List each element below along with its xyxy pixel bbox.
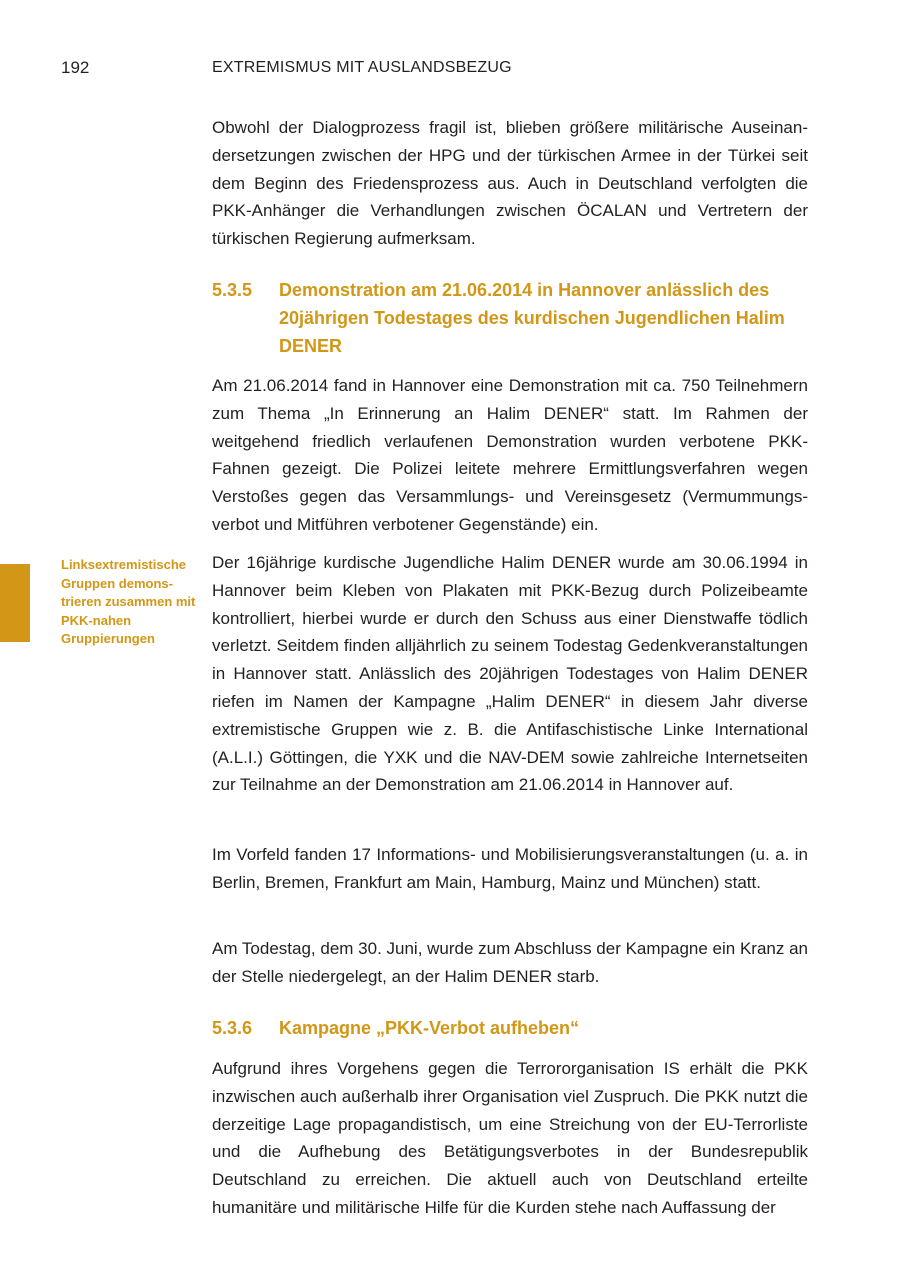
body-section-mobilization: [212, 841, 808, 897]
section-number: 5.3.6: [212, 1018, 253, 1038]
paragraph-demonstration: Am 21.06.2014 fand in Hannover eine Demonstration mit ca. 750 Teilnehmern zum Thema „In Erinnerung an Halim DENER“ statt. Im Rahmen der weitgehend friedlich verlaufenen Demonstration wurden verbotene PKK-Fahnen gezeigt. Die Polizei leitete mehrere Ermittlungsverfahren wegen Verstoßes gegen das Versammlungs- und Vereinsgesetz (Vermummungsverbot und Mitführen verbotener Gegenstände) ein.: [212, 376, 808, 534]
paragraph-wreath: Am Todestag, dem 30. Juni, wurde zum Abschluss der Kampagne ein Kranz an der Stelle niedergelegt, an der Halim DENER starb.: [212, 939, 808, 986]
body-section-wreath: [212, 935, 808, 991]
section-heading-5-3-5: [212, 277, 812, 360]
body-section-dener: [212, 549, 808, 799]
paragraph-mobilization-events: Im Vorfeld fanden 17 Informations- und Mobilisierungsveranstaltungen (u. a. in Berlin, Bremen, Frankfurt am Main, Hamburg, Mainz und München) statt.: [212, 845, 808, 892]
body-section-demonstration: [212, 372, 808, 539]
section-title: Kampagne „PKK-Verbot aufheben“: [279, 1018, 580, 1038]
margin-marker-bar: [0, 564, 30, 642]
paragraph-pkk-campaign: Aufgrund ihres Vorgehens gegen die Terrororganisation IS erhält die PKK inzwischen auch außerhalb ihrer Organisation viel Zuspruch. Die PKK nutzt die derzeitige Lage propagandistisch, um eine Streichung von der EU-Terrorliste und die Aufhebung des Betätigungsverbotes in der Bundesrepublik Deutschland zu erreichen. Die aktuell auch von Deutschland erteilte humanitäre und militärische Hilfe für die Kurden stehe nach Auffassung der: [212, 1059, 808, 1217]
paragraph-halim-dener: Der 16jährige kurdische Jugendliche Halim DENER wurde am 30.06.1994 in Hannover beim Kleben von Plakaten mit PKK-Bezug durch Polizeibeamte kontrolliert, hierbei wurde er durch den Schuss aus einer Dienstwaffe tödlich verletzt. Seitdem finden alljährlich zu seinem Todestag Gedenkveranstaltungen in Hannover statt. Anlässlich des 20jährigen Todestages von Halim DENER riefen im Namen der Kampagne „Halim DENER“ in diesem Jahr diverse extremistische Gruppen wie z. B. die Antifaschistische Linke International (A.L.I.) Göttingen, die YXK und die NAV-DEM sowie zahlreiche Internetseiten zur Teilnahme an der Demonstration am 21.06.2014 in Hannover auf.: [212, 553, 808, 795]
section-heading-5-3-6: [212, 1015, 812, 1043]
running-head: EXTREMISMUS MIT AUSLANDSBEZUG: [212, 59, 512, 76]
page-number: 192: [61, 58, 90, 77]
section-title: Demonstration am 21.06.2014 in Hannover anlässlich des 20jährigen Todestages des kurdischen Jugendlichen Halim DENER: [279, 280, 785, 356]
paragraph-dialogue-process: Obwohl der Dialogprozess fragil ist, blieben größere militärische Auseinandersetzungen zwischen der HPG und der türkischen Armee in der Türkei seit dem Beginn des Friedensprozess aus. Auch in Deutschland verfolgten die PKK-Anhänger die Verhandlungen zwischen ÖCALAN und Vertretern der türkischen Regierung aufmerksam.: [212, 118, 808, 249]
body-section-pkk-ban: [212, 1055, 808, 1222]
margin-note: Linksextremistische Gruppen demonstrieren zusammen mit PKK-nahen Gruppierungen: [61, 557, 196, 646]
body-section-intro: [212, 114, 808, 253]
section-number: 5.3.5: [212, 280, 253, 300]
